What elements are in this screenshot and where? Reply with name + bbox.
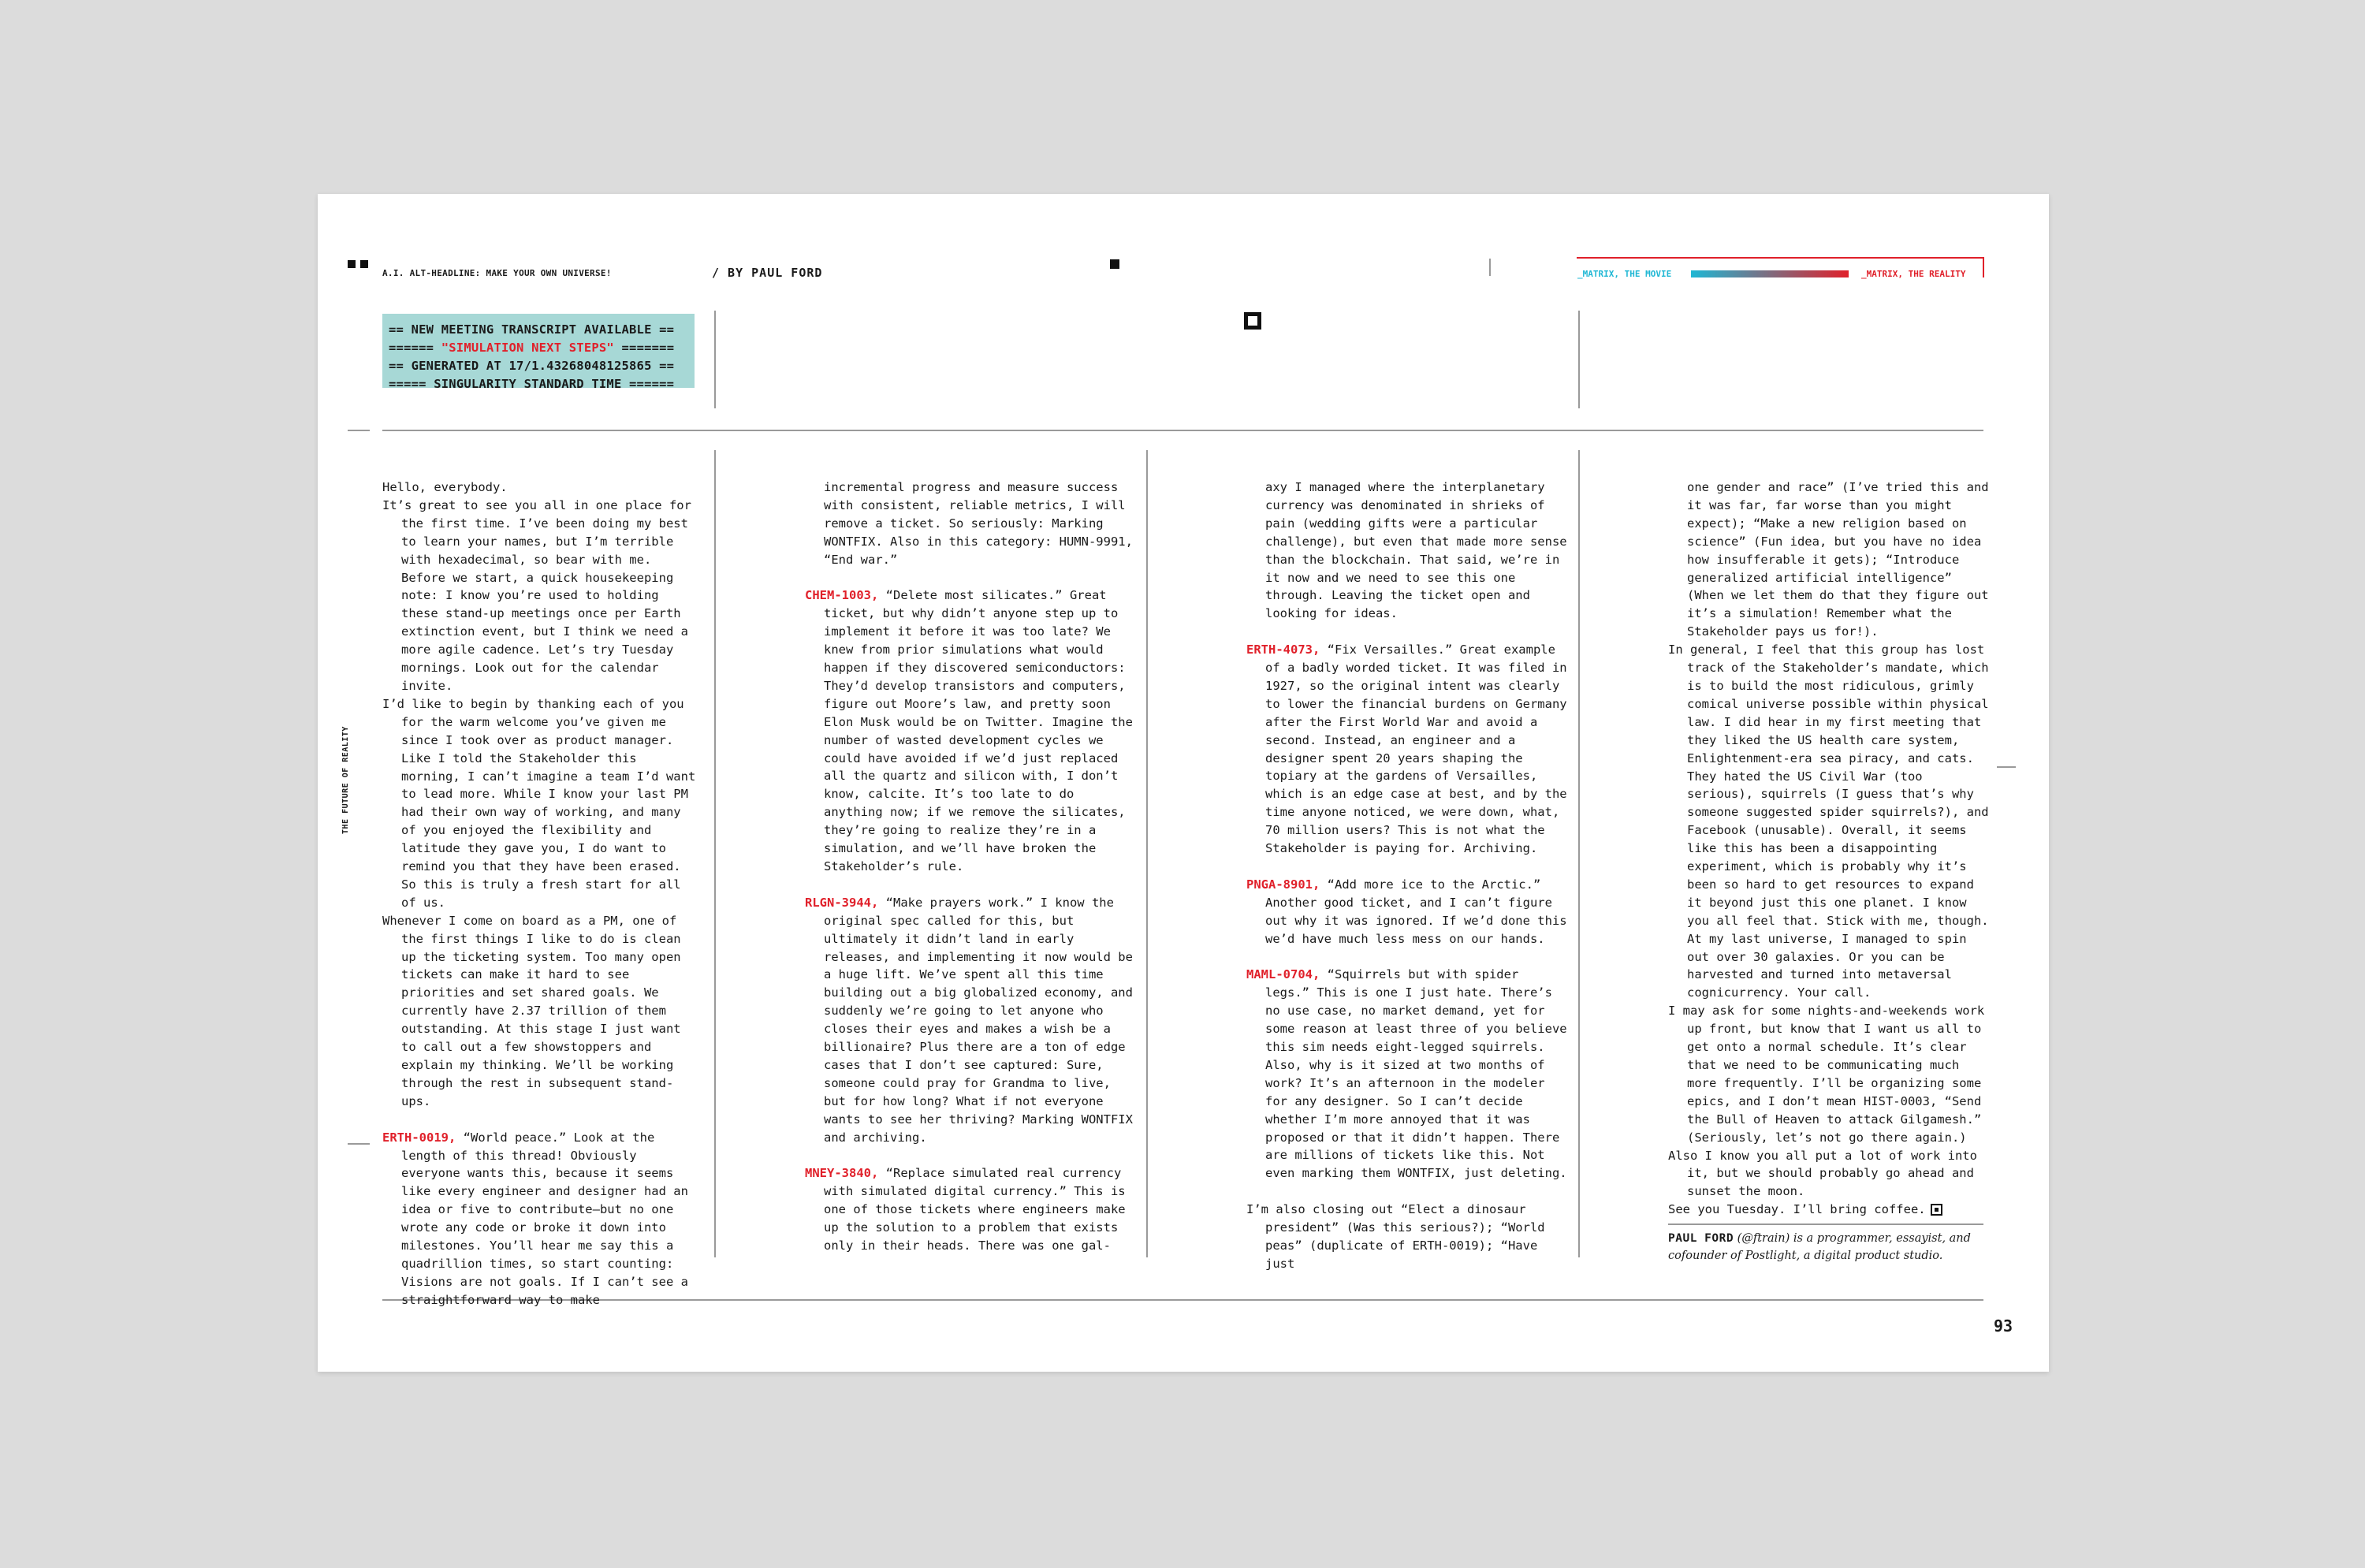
column-divider-2: [1146, 450, 1148, 1257]
header-square-center: [1110, 259, 1119, 269]
column-divider-3: [1578, 450, 1580, 1257]
section-label: THE FUTURE OF REALITY: [341, 726, 350, 834]
paragraph: It’s great to see you all in one place for the first time. I’ve been doing my best to learn your names, but I’m terrible with hexadecimal, so bear with me. Before we start, a quick housekeeping note: I know you’re used to holding these stand-up meetings once per Earth extinction event, but I think we need a more agile cadence. Let’s try Tuesday mornings. Look out for the calendar invite.: [382, 497, 691, 693]
left-margin-tick: [348, 1143, 370, 1145]
transcript-line-3: == GENERATED AT 17/1.43268048125865 ==: [389, 359, 675, 373]
paragraph: incremental progress and measure success with consistent, reliable metrics, I will remove a ticket. So seriously: Marking WONTFIX. Also in this category: HUMN-9991, “End war.”: [824, 480, 1133, 567]
right-margin-tick: [1997, 766, 2016, 768]
column-2: [805, 479, 1136, 1255]
ticket-paragraph: MNEY-3840, “Replace simulated real currency with simulated digital currency.” This is one of those tickets where engineers make up the solution to a problem that exists only in their heads. There was one gal-: [805, 1166, 1126, 1253]
column-divider-1: [714, 450, 716, 1257]
header-square-2: [360, 260, 368, 268]
header-divider: [1489, 259, 1491, 276]
matrix-gradient-bar: [1691, 270, 1849, 277]
ticket-paragraph: MAML-0704, “Squirrels but with spider legs.” This is one I just hate. There’s no use case, no market demand, yet for some reason at least three of you believe this sim needs eight-legged squirrels. Also, why is it sized at two months of work? It’s an afternoon in the modeler for any designer. So I can’t decide whether I’m more annoyed that it was proposed or that it didn’t happen. There are millions of tickets like this. Not even marking them WONTFIX, just deleting.: [1246, 967, 1567, 1181]
ticket-id: ERTH-0019,: [382, 1130, 456, 1145]
matrix-reality-label: _MATRIX, THE REALITY: [1861, 269, 1966, 279]
end-mark-icon: [1931, 1204, 1942, 1216]
transcript-line-1: == NEW MEETING TRANSCRIPT AVAILABLE ==: [389, 322, 675, 337]
transcript-banner: [382, 314, 695, 391]
paragraph: In general, I feel that this group has lost track of the Stakeholder’s mandate, which is to build the most ridiculous, grimly comical universe possible within physical law. I did hear in my first meeting that they liked the US health care system, Enlightenment-era sea piracy, and cats. They hated the US Civil War (too serious), squirrels (I guess that’s why someone suggested spider squirrels?), and Facebook (unusable). Overall, it seems like this has been a disappointing experiment, which is probably why it’s been so hard to get resources to expand it beyond just this one planet. I know you all feel that. Stick with me, though. At my last universe, I managed to spin out over 30 galaxies. Or you can be harvested and turned into metaversal cognicurrency. Your call.: [1668, 642, 1989, 1000]
paragraph: I’m also closing out “Elect a dinosaur president” (Was this serious?); “World peas” (duplicate of ERTH-0019); “Have just: [1246, 1202, 1545, 1271]
column-4: [1668, 479, 1991, 1219]
author-handle: (@ftrain): [1734, 1232, 1790, 1245]
alt-headline: A.I. ALT-HEADLINE: MAKE YOUR OWN UNIVERSE!: [382, 268, 612, 278]
ticket-id: ERTH-4073,: [1246, 642, 1320, 657]
top-divider-2: [1578, 311, 1580, 408]
top-divider-1: [714, 311, 716, 408]
closing-paragraph: See you Tuesday. I’ll bring coffee.: [1668, 1201, 1991, 1219]
transcript-title: "SIMULATION NEXT STEPS": [441, 341, 614, 355]
column-3: [1246, 479, 1570, 1273]
paragraph: Hello, everybody.: [382, 480, 508, 494]
ticket-id: MAML-0704,: [1246, 967, 1320, 982]
ticket-id: RLGN-3944,: [805, 895, 879, 910]
paragraph: Whenever I come on board as a PM, one of the first things I like to do is clean up the ticketing system. Too many open tickets can make it hard to see priorities and set shared goals. We currently have 2.37 trillion of them outstanding. At this stage I just want to call out a few showstoppers and explain my thinking. We’ll be working through the rest in subsequent stand-ups.: [382, 913, 681, 1108]
ticket-id: PNGA-8901,: [1246, 877, 1320, 892]
top-rule: [382, 430, 1983, 431]
paragraph: Also I know you all put a lot of work into it, but we should probably go ahead and sunset the moon.: [1668, 1148, 1977, 1199]
author-bio: [1668, 1230, 1991, 1264]
column-1: [382, 479, 698, 1309]
ticket-paragraph: ERTH-4073, “Fix Versailles.” Great example of a badly worded ticket. It was filed in 1927, so the original intent was clearly to lower the financial burdens on Germany after the First World War and avoid a second. Instead, an engineer and a designer spent 20 years shaping the topiary at the gardens of Versailles, which is an edge case at best, and by the time anyone noticed, we were down, what, 70 million users? This is not what the Stakeholder is paying for. Archiving.: [1246, 642, 1567, 856]
paragraph: I’d like to begin by thanking each of you for the warm welcome you’ve given me since I took over as product manager. Like I told the Stakeholder this morning, I can’t imagine a team I’d want to lead more. While I know your last PM had their own way of working, and many of you enjoyed the flexibility and latitude they gave you, I do want to remind you that they have been erased. So this is truly a fresh start for all of us.: [382, 696, 696, 910]
ticket-paragraph: RLGN-3944, “Make prayers work.” I know the original spec called for this, but ultimately it didn’t land in early releases, and implementing it now would be a huge lift. We’ve spent all this time building out a big globalized economy, and suddenly we’re going to let anyone who closes their eyes and makes a wish be a billionaire? Plus there are a ton of edge cases that I don’t see captured: Sure, someone could pray for Grandma to live, but for how long? What if not everyone wants to see her thriving? Marking WONTFIX and archiving.: [805, 895, 1133, 1145]
author-name: PAUL FORD: [1668, 1232, 1734, 1245]
header-square-1: [348, 260, 356, 268]
transcript-line-2: ====== "SIMULATION NEXT STEPS" =======: [389, 341, 675, 355]
ticket-paragraph: CHEM-1003, “Delete most silicates.” Great ticket, but why didn’t anyone step up to implement it before it was too late? We knew from prior simulations what would happen if they discovered semiconductors: They’d develop transistors and computers, figure out Moore’s law, and pretty soon Elon Musk would be on Twitter. Imagine the number of wasted development cycles we could have avoided if we’d just replaced all the quartz and silicon with, I don’t know, calcite. It’s too late to do anything now; if we remove the silicates, they’re going to realize they’re in a simulation, and we’ll have broken the Stakeholder’s rule.: [805, 588, 1133, 874]
transcript-line-4: ===== SINGULARITY STANDARD TIME ======: [389, 377, 675, 391]
byline: / BY PAUL FORD: [712, 266, 823, 280]
magazine-page: [318, 194, 2049, 1372]
paragraph: one gender and race” (I’ve tried this and it was far, far worse than you might expect); “Make a new religion based on science” (Fun idea, but you have no idea how insufferable it gets); “Introduce generalized artificial intelligence” (When we let them do that they figure out it’s a simulation! Remember what the Stakeholder pays us for!).: [1687, 480, 1989, 639]
center-square-icon: [1244, 312, 1261, 330]
bio-rule: [1668, 1223, 1983, 1225]
ticket-id: CHEM-1003,: [805, 588, 879, 603]
paragraph: I may ask for some nights-and-weekends work up front, but know that I want us all to get onto a normal schedule. It’s clear that we need to be communicating much more frequently. I’ll be organizing some epics, and I don’t mean HIST-0003, “Send the Bull of Heaven to attack Gilgamesh.” (Seriously, let’s not go there again.): [1668, 1004, 1985, 1145]
paragraph: axy I managed where the interplanetary currency was denominated in shrieks of pain (wedding gifts were a particular challenge), but even that made more sense than the blockchain. That said, we’re in it now and we need to see this one through. Leaving the ticket open and looking for ideas.: [1265, 480, 1567, 621]
ticket-id: MNEY-3840,: [805, 1166, 879, 1181]
ticket-paragraph: ERTH-0019, “World peace.” Look at the length of this thread! Obviously everyone wants this, because it seems like every engineer and designer had an idea or five to contribute—but no one wrote any code or broke it down into milestones. You’ll hear me say this a quadrillion times, so start counting: Visions are not goals. If I can’t see a straightforward way to make: [382, 1130, 688, 1307]
ticket-paragraph: PNGA-8901, “Add more ice to the Arctic.” Another good ticket, and I can’t figure out why it was ignored. If we’d done this we’d have much less mess on our hands.: [1246, 877, 1567, 946]
top-rule-margin: [348, 430, 370, 431]
page-number: 93: [1994, 1317, 2013, 1335]
matrix-movie-label: _MATRIX, THE MOVIE: [1577, 269, 1672, 279]
author-description: is a programmer, essayist, and cofounder of Postlight, a digital product studio.: [1668, 1232, 1971, 1262]
